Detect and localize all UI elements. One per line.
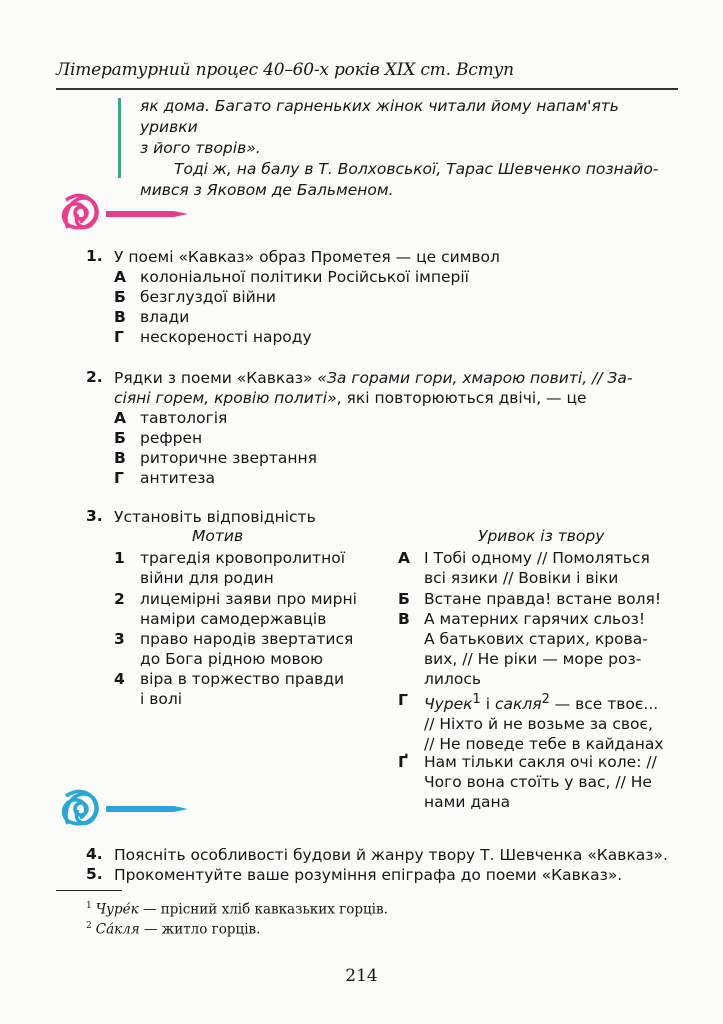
celtic-knot-blue-icon (56, 784, 106, 834)
page-number: 214 (345, 966, 378, 986)
quote-bar (118, 98, 121, 178)
question-number: 5. (86, 865, 103, 883)
footnote-divider (56, 890, 122, 891)
section-arrow-pink-tip (174, 211, 188, 217)
column-heading-excerpt: Уривок із твору (478, 527, 605, 545)
question-text: У поемі «Кавказ» образ Прометея — це символ (114, 248, 500, 266)
question-text: Прокоментуйте ваше розуміння епіграфа до поеми «Кавказ». (114, 866, 623, 884)
question-number: 2. (86, 368, 103, 386)
question-number: 1. (86, 247, 103, 265)
quote-line: мився з Яковом де Бальменом. (140, 181, 394, 199)
running-header: Літературний процес 40–60-х років XIX ст. Вступ (56, 60, 514, 80)
quote-line: з його творів». (140, 139, 261, 157)
celtic-knot-pink-icon (56, 188, 106, 238)
quote-line: Тоді ж, на балу в Т. Волховської, Тарас Шевченко познайо- (174, 160, 659, 178)
footnote: $^2$ Са́кля — житло горців. (86, 921, 261, 938)
question-text: Рядки з поеми «Кавказ» «За горами гори, хмарою повиті, // За- сіяні горем, кровію политі», які повторюються двічі, — це (114, 369, 633, 407)
section-arrow-blue-tip (174, 806, 188, 812)
column-heading-motif: Мотив (192, 527, 244, 545)
question-number: 3. (86, 507, 103, 525)
footnote: $^1$ Чуре́к — прісний хліб кавказьких горців. (86, 901, 388, 918)
question-text: Поясніть особливості будови й жанру твору Т. Шевченка «Кавказ». (114, 846, 668, 864)
question-number: 4. (86, 845, 103, 863)
question-text: Установіть відповідність (114, 508, 316, 526)
section-arrow-pink (106, 211, 174, 217)
header-divider (56, 88, 678, 90)
quote-block (140, 96, 680, 201)
section-arrow-blue (106, 806, 174, 812)
quote-line: як дома. Багато гарненьких жінок читали йому напам'ять уривки (140, 97, 619, 136)
